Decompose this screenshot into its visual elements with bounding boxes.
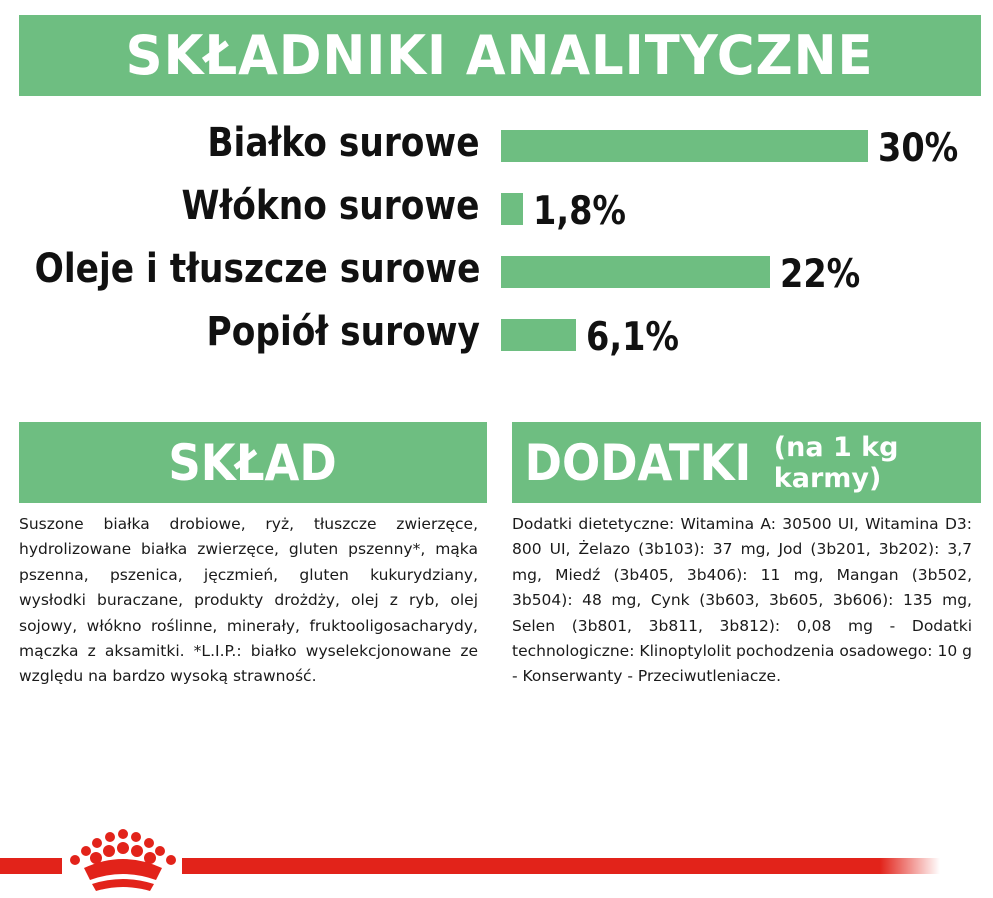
additives-text: Dodatki dietetyczne: Witamina A: 30500 UI, Witamina D3: 800 UI, Żelazo (3b103): 37 mg, Jod (3b201, 3b202): 3,7 mg, Miedź (3b405, 3b406): 11 mg, Mangan (3b502, 3b504): 48 mg, Cynk (3b603, 3b605, 3b606): 135 mg, Selen (3b801, 3b811, 3b812): 0,08 mg - Dodatki technologiczne: Klinoptylolit pochodzenia osadowego: 10 g - Konserwanty - Przeciwutleniacze.	[512, 515, 972, 686]
analytics-banner	[19, 15, 981, 96]
analytics-value-protein: 30%	[878, 126, 959, 171]
additives-subtitle: (na 1 kg karmy)	[773, 431, 899, 494]
analytics-bar-ash	[501, 319, 576, 351]
analytics-bar-protein	[501, 130, 868, 162]
analytics-value-fibre: 1,8%	[533, 189, 627, 234]
composition-title: SKŁAD	[168, 433, 338, 492]
additives-header	[512, 422, 981, 503]
composition-text: Suszone białka drobiowe, ryż, tłuszcze zwierzęce, hydrolizowane białka zwierzęce, gluten pszenny*, mąka pszenna, pszenica, jęczmień, gluten kukurydziany, wysłodki buraczane, produkty drożdży, olej z ryb, olej sojowy, włókno roślinne, minerały, fruktooligosacharydy, mączka z aksamitki. *L.I.P.: białko wyselekcjonowane ze względu na bardzo wysoką strawność.	[19, 515, 478, 686]
additives-title: DODATKI	[524, 433, 752, 492]
analytics-label-fat: Oleje i tłuszcze surowe	[34, 246, 480, 292]
analytics-value-fat: 22%	[780, 252, 861, 297]
analytics-title: SKŁADNIKI ANALITYCZNE	[126, 23, 874, 87]
analytics-label-protein: Białko surowe	[207, 120, 480, 166]
analytics-value-ash: 6,1%	[586, 315, 680, 360]
analytics-bar-fat	[501, 256, 770, 288]
analytics-chart	[0, 110, 993, 370]
composition-header	[19, 422, 487, 503]
analytics-label-fibre: Włókno surowe	[181, 183, 480, 229]
analytics-bar-fibre	[501, 193, 523, 225]
analytics-label-ash: Popiół surowy	[206, 309, 480, 355]
crown-logo-icon	[70, 828, 176, 894]
